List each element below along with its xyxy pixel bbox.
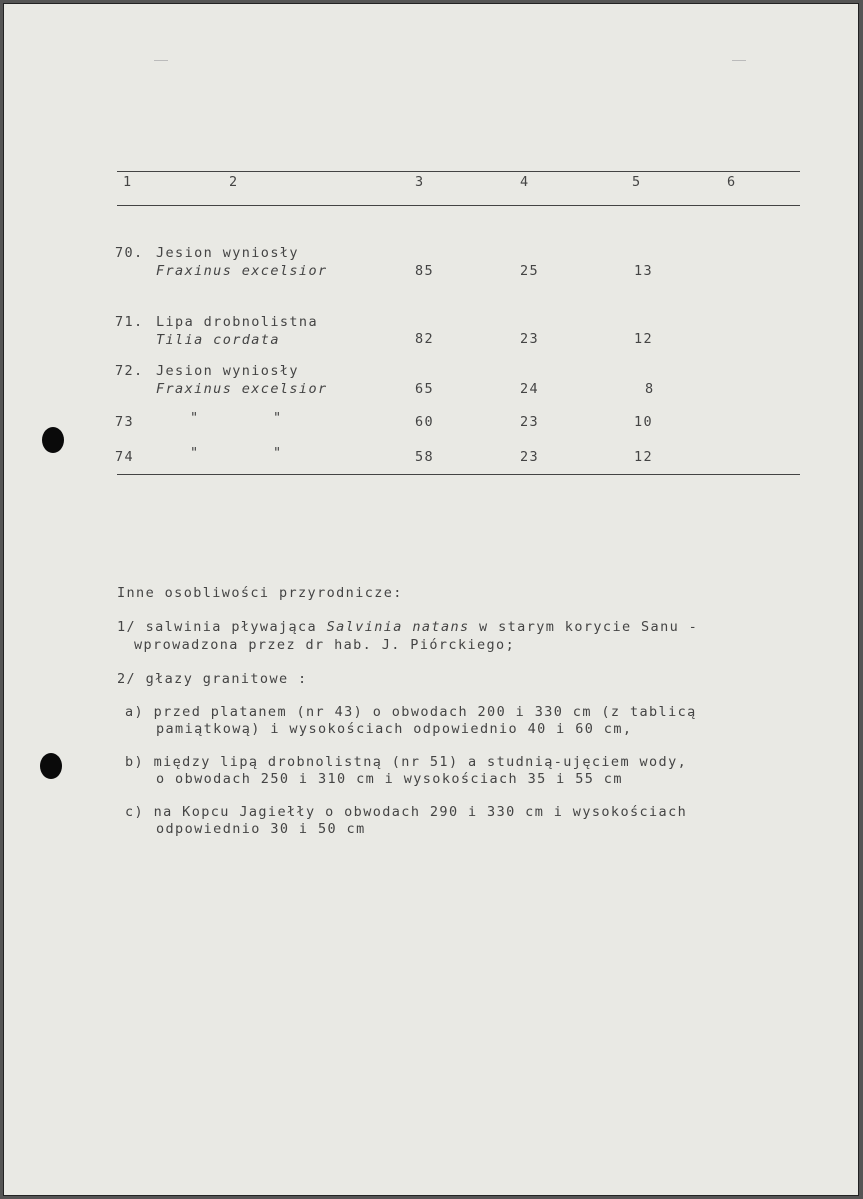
value-col-3: 65 <box>415 381 435 397</box>
note-item-2a: a) przed platanem (nr 43) o obwodach 200 i 330 cm (z tablicą <box>125 704 697 720</box>
value-col-4: 24 <box>520 381 540 397</box>
value-col-5: 13 <box>634 263 654 279</box>
value-col-5: 8 <box>645 381 655 397</box>
value-col-5: 12 <box>634 331 654 347</box>
value-col-4: 23 <box>520 449 540 465</box>
header-col-4: 4 <box>520 174 530 190</box>
note-item-2c: c) na Kopcu Jagiełły o obwodach 290 i 330 cm i wysokościach <box>125 804 688 820</box>
ditto-mark: " <box>190 445 200 461</box>
value-col-4: 23 <box>520 414 540 430</box>
note-item-2a-line-2: pamiątkową) i wysokościach odpowiednio 40 i 60 cm, <box>156 721 633 737</box>
row-number: 70. <box>115 245 144 261</box>
table-bottom-rule <box>117 474 800 475</box>
species-latin: Fraxinus excelsior <box>156 263 328 279</box>
value-col-3: 60 <box>415 414 435 430</box>
top-mark <box>154 60 168 61</box>
value-col-3: 85 <box>415 263 435 279</box>
value-col-5: 12 <box>634 449 654 465</box>
note-item-1-line-2: wprowadzona przez dr hab. J. Piórckiego; <box>134 637 516 653</box>
header-col-2: 2 <box>229 174 239 190</box>
top-mark <box>732 60 746 61</box>
value-col-3: 58 <box>415 449 435 465</box>
binder-hole <box>40 753 62 779</box>
binder-hole <box>42 427 64 453</box>
header-col-3: 3 <box>415 174 425 190</box>
row-number: 73 <box>115 414 135 430</box>
species-name: Jesion wyniosły <box>156 363 299 379</box>
note-item-1-text-end: w starym korycie Sanu - <box>469 619 699 635</box>
notes-heading: Inne osobliwości przyrodnicze: <box>117 585 403 601</box>
document-page <box>3 3 859 1196</box>
value-col-4: 25 <box>520 263 540 279</box>
ditto-mark: " <box>273 445 283 461</box>
header-col-5: 5 <box>632 174 642 190</box>
note-item-1-latin: Salvinia natans <box>326 619 470 635</box>
value-col-5: 10 <box>634 414 654 430</box>
row-number: 74 <box>115 449 135 465</box>
value-col-3: 82 <box>415 331 435 347</box>
row-number: 72. <box>115 363 144 379</box>
ditto-mark: " <box>190 410 200 426</box>
ditto-mark: " <box>273 410 283 426</box>
row-number: 71. <box>115 314 144 330</box>
species-name: Jesion wyniosły <box>156 245 299 261</box>
header-col-1: 1 <box>123 174 133 190</box>
note-item-1-text: 1/ salwinia pływająca <box>117 619 327 635</box>
note-item-2b-line-2: o obwodach 250 i 310 cm i wysokościach 35 i 55 cm <box>156 771 623 787</box>
table-top-rule <box>117 171 800 172</box>
species-name: Lipa drobnolistna <box>156 314 318 330</box>
note-item-2c-line-2: odpowiednio 30 i 50 cm <box>156 821 366 837</box>
header-col-6: 6 <box>727 174 737 190</box>
note-item-2-title: 2/ głazy granitowe : <box>117 671 308 687</box>
species-latin: Tilia cordata <box>156 332 280 348</box>
value-col-4: 23 <box>520 331 540 347</box>
species-latin: Fraxinus excelsior <box>156 381 328 397</box>
note-item-2b: b) między lipą drobnolistną (nr 51) a studnią-ujęciem wody, <box>125 754 688 770</box>
note-item-1 <box>117 619 698 635</box>
table-header-rule <box>117 205 800 206</box>
